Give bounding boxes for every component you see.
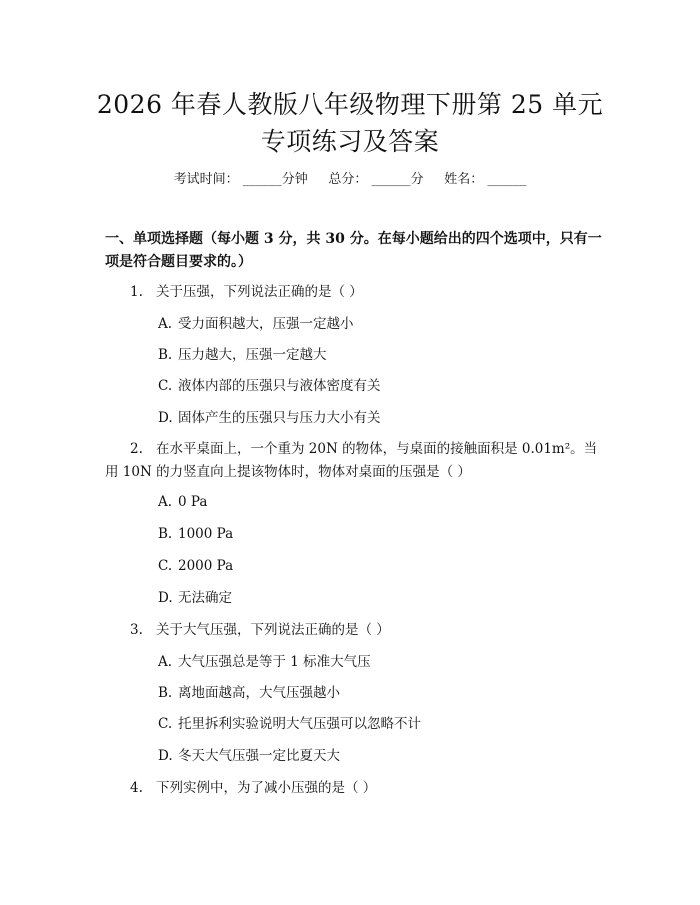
option-letter: D. <box>158 410 173 426</box>
option-text: 受力面积越大，压强一定越小 <box>178 316 354 332</box>
option-text: 离地面越高，大气压强越小 <box>178 685 340 701</box>
option-3b <box>158 683 340 703</box>
question-number: 3. <box>130 622 143 638</box>
option-letter: D. <box>158 748 173 764</box>
question-2 <box>105 438 605 484</box>
option-letter: C. <box>158 716 173 732</box>
option-text: 固体产生的压强只与压力大小有关 <box>178 410 381 426</box>
option-letter: C. <box>158 558 173 574</box>
option-letter: D. <box>158 590 173 606</box>
option-text: 0 Pa <box>178 494 208 510</box>
question-1 <box>130 281 363 304</box>
option-letter: A. <box>158 494 173 510</box>
option-text: 冬天大气压强一定比夏天大 <box>178 748 340 764</box>
option-letter: B. <box>158 347 173 363</box>
option-text: 液体内部的压强只与液体密度有关 <box>178 378 381 394</box>
option-text: 2000 Pa <box>178 558 234 574</box>
question-4 <box>130 777 376 800</box>
option-1a <box>158 314 354 334</box>
option-3a <box>158 652 371 672</box>
option-1c <box>158 376 381 396</box>
question-text: 下列实例中，为了减小压强的是（ ） <box>156 780 377 796</box>
option-letter: C. <box>158 378 173 394</box>
option-letter: B. <box>158 685 173 701</box>
option-1d <box>158 408 381 428</box>
option-text: 大气压强总是等于 1 标准大气压 <box>178 654 371 670</box>
option-letter: A. <box>158 316 173 332</box>
question-number: 4. <box>130 780 143 796</box>
section-heading: 一、单项选择题（每小题 3 分，共 30 分。在每小题给出的四个选项中，只有一项是符合题目要求的。） <box>105 231 602 270</box>
option-1b <box>158 345 327 365</box>
option-3d <box>158 746 340 766</box>
option-text: 托里拆利实验说明大气压强可以忽略不计 <box>178 716 421 732</box>
option-3c <box>158 714 421 734</box>
option-2d <box>158 588 232 608</box>
option-letter: B. <box>158 526 173 542</box>
question-number: 1. <box>130 284 143 300</box>
exam-meta-line: 考试时间： ______分钟 总分： ______分 姓名： ______ <box>173 172 527 187</box>
option-2a <box>158 492 207 512</box>
option-2c <box>158 556 233 576</box>
option-text: 1000 Pa <box>178 526 234 542</box>
option-text: 无法确定 <box>178 590 232 606</box>
document-title-line-2: 专项练习及答案 <box>260 127 440 156</box>
question-text: 关于压强，下列说法正确的是（ ） <box>156 284 363 300</box>
question-3 <box>130 619 390 642</box>
document-title-line-1: 2026 年春人教版八年级物理下册第 25 单元 <box>96 90 604 119</box>
question-text: 在水平桌面上，一个重为 20N 的物体，与桌面的接触面积是 0.01m²。当用 10N 的力竖直向上提该物体时，物体对桌面的压强是（ ） <box>105 441 598 480</box>
question-text: 关于大气压强，下列说法正确的是（ ） <box>156 622 390 638</box>
option-text: 压力越大，压强一定越大 <box>178 347 327 363</box>
question-number: 2. <box>130 441 143 457</box>
option-2b <box>158 524 233 544</box>
option-letter: A. <box>158 654 173 670</box>
